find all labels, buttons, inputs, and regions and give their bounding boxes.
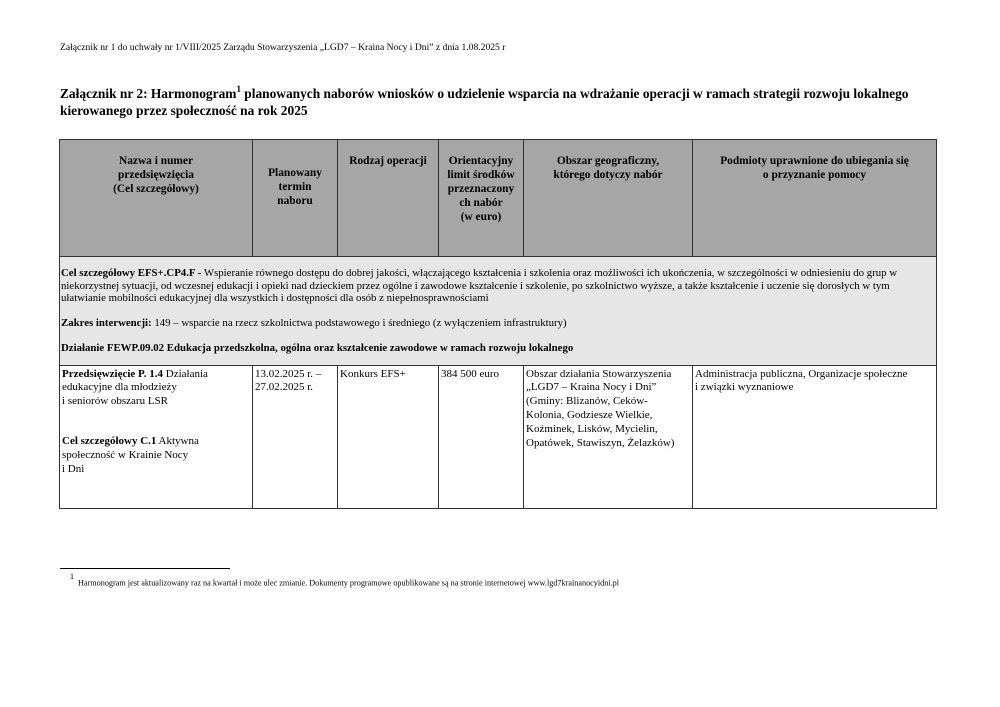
footnote bbox=[70, 572, 620, 588]
objective-text: Aktywna bbox=[156, 434, 199, 447]
header-termin bbox=[253, 140, 338, 257]
document-title bbox=[60, 85, 940, 119]
title-text-end: planowanych naborów wniosków o udzielenie wsparcia na wdrażanie operacji w ramach strategii rozwoju lokalnego kierowanego przez społeczność na rok 2025 bbox=[60, 86, 909, 118]
header-podmioty-line: o przyznanie pomocy bbox=[762, 169, 867, 181]
obszar-line: Kolonia, Godziesze Wielkie, bbox=[526, 408, 653, 421]
obszar-line: (Gminy: Blizanów, Ceków- bbox=[526, 395, 648, 408]
objective-label: Cel szczegółowy C.1 bbox=[62, 434, 157, 447]
header-nazwa-line: (Cel szczegółowy) bbox=[113, 183, 199, 195]
section-action: Działanie FEWP.09.02 Edukacja przedszkolna, ogólna oraz kształcenie zawodowe w ramach rozwoju lokalnego bbox=[61, 341, 574, 354]
footnote-divider bbox=[60, 568, 230, 569]
undertaking-text: i seniorów obszaru LSR bbox=[62, 395, 169, 408]
objective-block bbox=[62, 435, 250, 449]
cell-obszar bbox=[524, 365, 693, 508]
section-scope bbox=[61, 317, 936, 330]
header-limit-line: limit środków bbox=[447, 169, 515, 181]
section-objective bbox=[61, 267, 936, 305]
undertaking-label: Przedsięwzięcie P. 1.4 bbox=[62, 367, 163, 380]
header-limit-line: ch nabór bbox=[459, 197, 503, 209]
header-termin-line: termin bbox=[278, 181, 312, 193]
header-podmioty bbox=[693, 140, 937, 257]
cell-limit: 384 500 euro bbox=[439, 365, 524, 508]
objective-text: i Dni bbox=[62, 462, 85, 475]
table-header-row bbox=[60, 140, 937, 257]
termin-line: 27.02.2025 r. bbox=[255, 381, 314, 394]
header-obszar-line: którego dotyczy nabór bbox=[553, 169, 663, 181]
header-limit-line: przeznaczony bbox=[447, 183, 515, 195]
header-podmioty-line: Podmioty uprawnione do ubiegania się bbox=[720, 155, 909, 167]
header-nazwa bbox=[60, 140, 253, 257]
header-nazwa-line: przedsięwzięcia bbox=[118, 169, 194, 181]
undertaking-block bbox=[62, 368, 250, 382]
footnote-text: Harmonogram jest aktualizowany raz na kwartał i może ulec zmianie. Dokumenty programowe opublikowane są na stronie internetowej www.lgd7krainanocyidni.pl bbox=[78, 578, 620, 588]
undertaking-text: edukacyjne dla młodzieży bbox=[62, 381, 177, 394]
header-nazwa-line: Nazwa i numer bbox=[118, 155, 194, 167]
section-objective-label: Cel szczegółowy EFS+.CP4.F - bbox=[61, 267, 202, 279]
section-scope-label: Zakres interwencji: bbox=[61, 317, 152, 330]
header-obszar bbox=[524, 140, 693, 257]
obszar-line: „LGD7 – Kraina Nocy i Dni” bbox=[526, 381, 657, 394]
objective-text: społeczność w Krainie Nocy bbox=[62, 448, 189, 461]
cell-rodzaj: Konkurs EFS+ bbox=[338, 365, 439, 508]
podmioty-line: Administracja publiczna, Organizacje społeczne bbox=[695, 367, 908, 380]
schedule-table bbox=[59, 139, 937, 509]
footnote-mark: 1 bbox=[70, 572, 74, 581]
obszar-line: Obszar działania Stowarzyszenia bbox=[526, 367, 672, 380]
header-termin-line: naboru bbox=[277, 195, 313, 207]
podmioty-line: i związki wyznaniowe bbox=[695, 381, 794, 394]
header-limit-line: Orientacyjny bbox=[448, 155, 514, 167]
obszar-line: Opatówek, Stawiszyn, Żelazków) bbox=[526, 436, 675, 449]
table-row bbox=[60, 365, 937, 508]
section-objective-text: Wspieranie równego dostępu do dobrej jakości, włączającego kształcenia i szkolenia oraz możliwości ich ukończenia, w szczególności w odniesieniu do grup w niekorzystnej sytuacji, od wczesnej edukacji i opieki nad dzieckiem przez ogólne i zawodowe kształcenie i szkolenie, po szkolnictwo wyższe, a także kształcenie i uczenie się dorosłych w tym ułatwianie mobilności edukacyjnej dla wszystkich i dostępności dla osób z niepełnosprawnościami bbox=[61, 267, 898, 305]
obszar-line: Koźminek, Lisków, Mycielin, bbox=[526, 422, 658, 435]
cell-nazwa bbox=[60, 365, 253, 508]
header-rodzaj: Rodzaj operacji bbox=[338, 140, 439, 257]
header-limit bbox=[439, 140, 524, 257]
table-section-row bbox=[60, 257, 937, 366]
document-header-line: Załącznik nr 1 do uchwały nr 1/VIII/2025 Zarządu Stowarzyszenia „LGD7 – Kraina Nocy i Dni” z dnia 1.08.2025 r bbox=[60, 42, 506, 53]
cell-podmioty bbox=[693, 365, 937, 508]
title-text-start: Załącznik nr 2: Harmonogram bbox=[60, 86, 237, 101]
section-scope-text: 149 – wsparcie na rzecz szkolnictwa podstawowego i średniego (z wyłączeniem infrastruktury) bbox=[151, 317, 567, 330]
termin-line: 13.02.2025 r. – bbox=[255, 367, 322, 380]
header-termin-line: Planowany bbox=[268, 167, 322, 179]
header-obszar-line: Obszar geograficzny, bbox=[556, 155, 660, 167]
cell-termin bbox=[253, 365, 338, 508]
section-cell bbox=[60, 257, 937, 366]
title-footnote-mark: 1 bbox=[236, 84, 241, 94]
header-limit-line: (w euro) bbox=[460, 211, 502, 223]
undertaking-text: Działania bbox=[163, 367, 208, 380]
